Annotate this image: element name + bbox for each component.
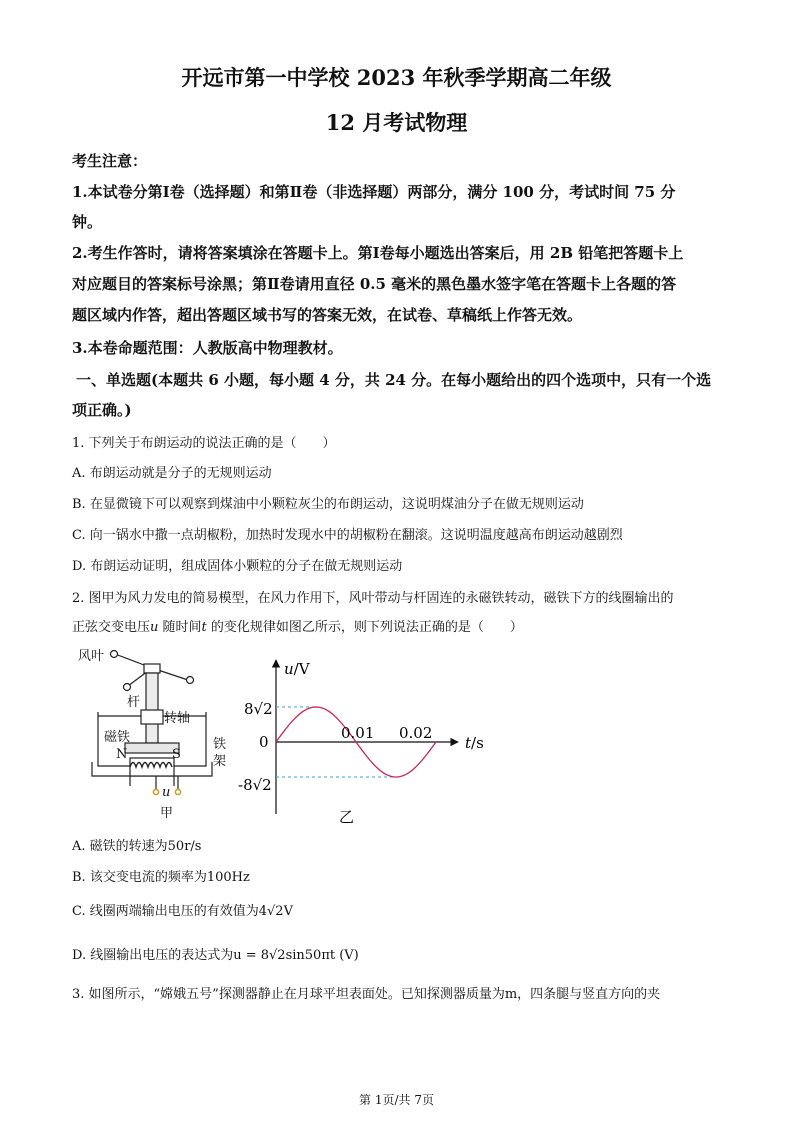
stem-text: 的变化规律如图乙所示，则下列说法正确的是（ ） [206, 620, 523, 635]
label-tie: 铁 [213, 737, 227, 752]
question-2-option-b: B. 该交变电流的频率为100Hz [72, 870, 250, 885]
terminal-icon [153, 789, 158, 794]
label-u: u [162, 785, 171, 800]
blade-tip-icon [187, 677, 194, 684]
y-tick-top: 8√2 [244, 700, 273, 718]
notice-item-3: 3.本卷命题范围：人教版高中物理教材。 [72, 339, 343, 357]
stem-text: 随时间 [158, 620, 202, 635]
terminal-icon [175, 789, 180, 794]
question-2-option-d: D. 线圈输出电压的表达式为u = 8√2sin50πt (V) [72, 948, 359, 963]
section-heading-cont: 项正确。) [72, 401, 132, 419]
question-2-stem: 2. 图甲为风力发电的简易模型，在风力作用下，风叶带动与杆固连的永磁铁转动，磁铁下方的线圈输出的 [72, 591, 674, 606]
question-1-option-d: D. 布朗运动证明，组成固体小颗粒的分子在做无规则运动 [72, 559, 403, 574]
magnet-bar [125, 743, 179, 753]
section-heading: 一、单选题(本题共 6 小题，每小题 4 分，共 24 分。在每小题给出的四个选项中，只有一个选 [76, 371, 712, 389]
x-tick-1: 0.01 [341, 724, 375, 742]
label-fengye: 风叶 [78, 649, 105, 664]
y-tick-bottom: -8√2 [238, 776, 272, 794]
question-2-stem-cont [72, 616, 523, 635]
question-1-option-b: B. 在显微镜下可以观察到煤油中小颗粒灰尘的布朗运动，这说明煤油分子在做无规则运动 [72, 497, 584, 512]
label-citie: 磁铁 [104, 730, 131, 745]
page-title: 开远市第一中学校 2023 年秋季学期高二年级 [181, 65, 612, 90]
notice-item-2-cont1: 对应题目的答案标号涂黑；第Ⅱ卷请用直径 0.5 毫米的黑色墨水签字笔在答题卡上各题的答 [72, 275, 677, 293]
var-t: t [201, 620, 207, 635]
page-subtitle: 12 月考试物理 [325, 110, 468, 135]
x-tick-2: 0.02 [399, 724, 433, 742]
label-s-pole: S [172, 747, 181, 762]
notice-item-1-cont: 钟。 [72, 213, 103, 231]
stem-text: 正弦交变电压 [72, 620, 151, 635]
question-1-stem: 1. 下列关于布朗运动的说法正确的是（ ） [72, 436, 336, 451]
question-1-option-a: A. 布朗运动就是分子的无规则运动 [72, 466, 272, 481]
label-n-pole: N [116, 747, 128, 762]
figure-jia-caption: 甲 [160, 806, 174, 821]
figure-yi-caption: 乙 [339, 808, 355, 826]
question-3-stem: 3. 如图所示，“嫦娥五号”探测器静止在月球平坦表面处。已知探测器质量为m，四条腿与竖直方向的夹 [72, 987, 661, 1002]
notice-item-2: 2.考生作答时，请将答案填涂在答题卡上。第Ⅰ卷每小题选出答案后，用 2B 铅笔把答题卡上 [72, 244, 684, 262]
shaft-bearing [141, 710, 163, 724]
blade-tip-icon [124, 684, 131, 691]
question-1-option-c: C. 向一锅水中撒一点胡椒粉，加热时发现水中的胡椒粉在翻滚。这说明温度越高布朗运动越剧烈 [72, 528, 623, 543]
question-2-option-c: C. 线圈两端输出电压的有效值为4√2V [72, 904, 293, 919]
y-tick-zero: 0 [259, 733, 269, 751]
var-u: u [150, 620, 159, 635]
figure-jia-generator [70, 642, 245, 824]
x-axis-label: t/s [465, 734, 484, 752]
notice-heading: 考生注意： [72, 152, 148, 170]
figure-yi-chart [236, 654, 496, 826]
blade-tip-icon [111, 651, 118, 658]
label-jia: 架 [213, 754, 227, 769]
question-2-option-a: A. 磁铁的转速为50r/s [72, 839, 202, 854]
notice-item-1: 1.本试卷分第Ⅰ卷（选择题）和第Ⅱ卷（非选择题）两部分，满分 100 分，考试时间 75 分 [72, 183, 676, 201]
label-zhuanzhou: 转轴 [164, 711, 191, 726]
rod [146, 673, 158, 743]
label-gan: 杆 [127, 695, 141, 710]
page-footer: 第 1页/共 7页 [359, 1093, 434, 1107]
hub [144, 664, 160, 673]
notice-item-2-cont2: 题区域内作答，超出答题区域书写的答案无效，在试卷、草稿纸上作答无效。 [72, 306, 583, 324]
y-axis-label: u/V [284, 660, 310, 678]
